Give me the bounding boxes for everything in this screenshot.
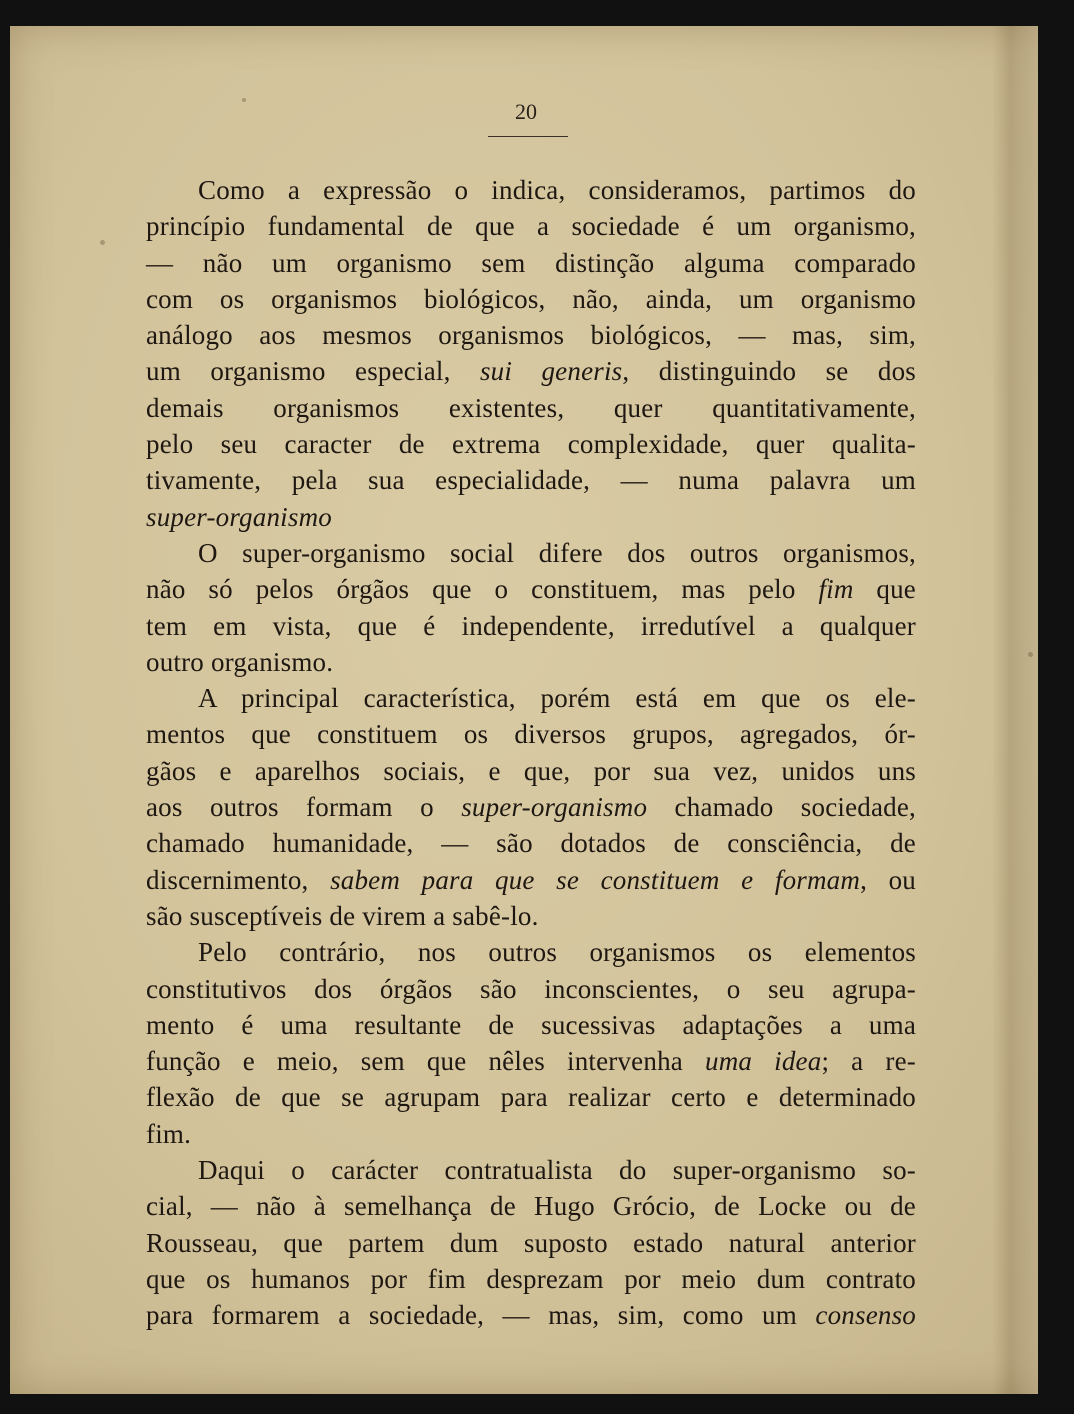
italic-phrase: sabem para que se constituem e formam <box>330 864 861 895</box>
text-line <box>146 462 916 498</box>
text-run: chamado humanidade, — são dotados de consciência, de <box>146 828 916 859</box>
text-run: são susceptíveis de virem a sabê-lo. <box>146 900 539 931</box>
text-line <box>146 1261 916 1297</box>
text-run: chamado sociedade, <box>647 792 916 823</box>
text-run: que os humanos por fim desprezam por meio dum contrato <box>146 1263 916 1294</box>
paragraph <box>146 1152 916 1333</box>
text-run: tivamente, pela sua especialidade, — numa palavra um <box>146 465 916 496</box>
text-run: que <box>853 574 916 605</box>
italic-phrase: super-organismo <box>461 792 648 823</box>
text-run: princípio fundamental de que a sociedade é um organismo, <box>146 211 916 242</box>
text-run: discernimento, <box>146 864 331 895</box>
text-run: tem em vista, que é independente, irredutível a qualquer <box>146 610 916 641</box>
italic-phrase: sui generis <box>479 356 623 387</box>
italic-phrase: consenso <box>815 1300 916 1331</box>
text-line <box>146 1043 916 1079</box>
text-line <box>146 353 916 389</box>
text-line <box>146 281 916 317</box>
paragraph <box>146 535 916 680</box>
text-line <box>146 1152 916 1188</box>
text-run: análogo aos mesmos organismos biológicos, — mas, sim, <box>146 320 916 351</box>
text-line <box>146 971 916 1007</box>
paragraph <box>146 172 916 535</box>
text-line <box>146 571 916 607</box>
text-run: — não um organismo sem distinção alguma comparado <box>146 247 916 278</box>
text-line <box>146 172 916 208</box>
paragraph <box>146 934 916 1152</box>
text-run: um organismo especial, <box>146 356 480 387</box>
text-line <box>146 499 916 535</box>
text-run: Pelo contrário, nos outros organismos os elementos <box>198 937 916 968</box>
text-run: constitutivos dos órgãos são inconscientes, o seu agrupa- <box>146 973 916 1004</box>
text-line <box>146 789 916 825</box>
text-run: não só pelos órgãos que o constituem, mas pelo <box>146 574 819 605</box>
text-line <box>146 934 916 970</box>
text-run: flexão de que se agrupam para realizar certo e determinado <box>146 1082 916 1113</box>
text-line <box>146 1225 916 1261</box>
italic-phrase: uma idea <box>705 1046 822 1077</box>
italic-phrase: super-organismo <box>146 501 332 532</box>
text-run: O super-organismo social difere dos outros organismos, <box>198 537 916 568</box>
italic-phrase: fim <box>818 574 854 605</box>
text-run: ; a re- <box>821 1046 916 1077</box>
text-line <box>146 862 916 898</box>
text-run: A principal característica, porém está em que os ele- <box>198 683 916 714</box>
text-run: cial, — não à semelhança de Hugo Grócio, de Locke ou de <box>146 1191 916 1222</box>
paragraph <box>146 680 916 934</box>
text-run: mento é uma resultante de sucessivas adaptações a uma <box>146 1009 916 1040</box>
text-line <box>146 245 916 281</box>
text-run: Como a expressão o indica, consideramos, partimos do <box>198 175 916 205</box>
paper-blemish <box>242 98 246 102</box>
paper-blemish <box>1028 652 1033 657</box>
text-line <box>146 426 916 462</box>
text-run: com os organismos biológicos, não, ainda, um organismo <box>146 283 916 314</box>
text-run: Rousseau, que partem dum suposto estado natural anterior <box>146 1227 916 1258</box>
text-line <box>146 753 916 789</box>
page-number: 20 <box>515 99 537 124</box>
paper-blemish <box>100 240 105 245</box>
text-run: Daqui o carácter contratualista do super-organismo so- <box>198 1155 916 1186</box>
text-run: demais organismos existentes, quer quantitativamente, <box>146 392 916 423</box>
text-line <box>146 1007 916 1043</box>
text-run: , ou <box>860 864 916 895</box>
text-line <box>146 1297 916 1333</box>
text-run: fim. <box>146 1118 192 1149</box>
text-line <box>146 716 916 752</box>
text-line <box>146 535 916 571</box>
text-run: gãos e aparelhos sociais, e que, por sua vez, unidos uns <box>146 755 916 786</box>
text-run: , distinguindo se dos <box>622 356 916 387</box>
text-run: para formarem a sociedade, — mas, sim, como um <box>146 1300 816 1331</box>
header-rule <box>488 136 568 137</box>
text-line <box>146 644 916 680</box>
page-edge-shadow <box>992 26 1038 1394</box>
text-line <box>146 898 916 934</box>
text-line <box>146 608 916 644</box>
text-run: mentos que constituem os diversos grupos, agregados, ór- <box>146 719 916 750</box>
text-line <box>146 825 916 861</box>
text-run: outro organismo. <box>146 646 334 677</box>
text-run: função e meio, sem que nêles intervenha <box>146 1046 705 1077</box>
text-line <box>146 1188 916 1224</box>
text-run: pelo seu caracter de extrema complexidade, quer qualita- <box>146 429 916 460</box>
text-line <box>146 1116 916 1152</box>
text-run: aos outros formam o <box>146 792 462 823</box>
text-line <box>146 390 916 426</box>
body-text <box>146 172 916 1334</box>
text-line <box>146 317 916 353</box>
text-line <box>146 680 916 716</box>
text-line <box>146 208 916 244</box>
text-line <box>146 1079 916 1115</box>
